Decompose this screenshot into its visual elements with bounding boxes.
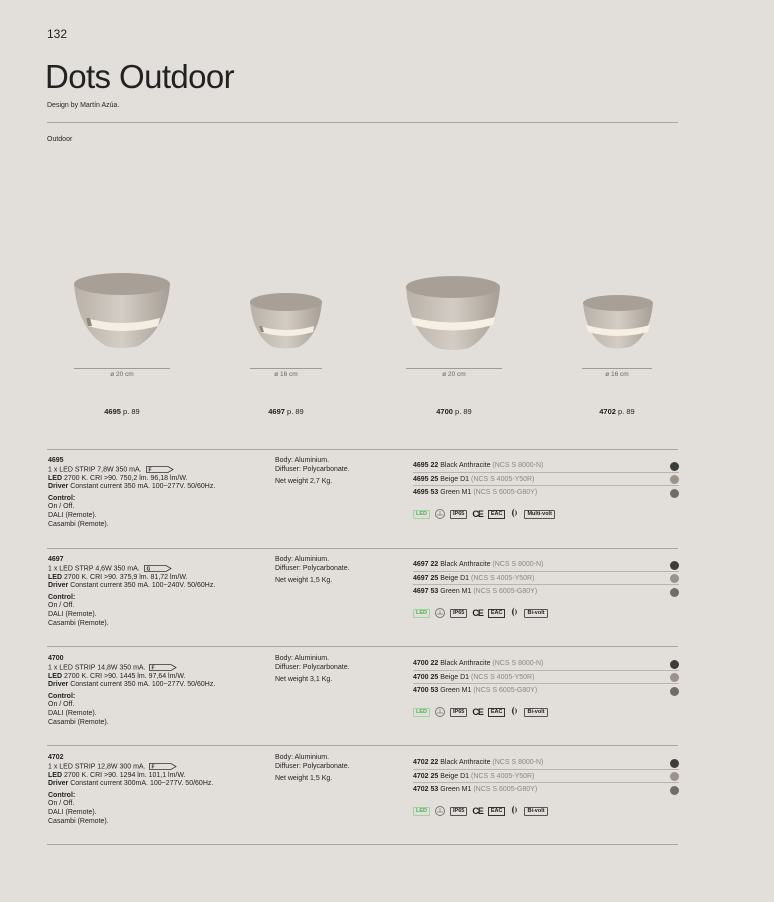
variants-list	[413, 756, 679, 797]
control-label: Control:	[48, 692, 76, 700]
materials-block	[275, 556, 395, 586]
designer-credit: Design by Martín Azúa.	[47, 102, 120, 109]
energy-class: F	[148, 467, 152, 473]
materials-block	[275, 655, 395, 685]
variant-name: Black Anthracite	[440, 561, 491, 568]
voltage-badge: Bi-volt	[524, 609, 547, 618]
variant-ncs: (NCS S 8000-N)	[492, 462, 544, 469]
driver-spec: Constant current 350 mA. 100~277V. 50/60Hz.	[70, 483, 216, 491]
variant-ncs: (NCS S 6005-G80Y)	[473, 489, 538, 496]
ce-mark-icon: CE	[472, 608, 483, 618]
casambi-icon	[510, 508, 519, 520]
lamp-4695-image	[70, 268, 174, 352]
lamp-4697-image	[247, 290, 325, 352]
product-code: 4697	[268, 407, 285, 416]
variant-code: 4700 22	[413, 660, 439, 667]
page-ref: p. 89	[123, 407, 140, 416]
spec-code: 4697	[48, 556, 64, 563]
lamp-4702-image	[580, 292, 656, 352]
category-label: Outdoor	[47, 136, 73, 143]
led-strip-line: 1 x LED STRIP 7,8W 350 mA. F	[48, 466, 268, 475]
spec-block	[48, 457, 268, 529]
driver-spec: Constant current 300mA. 100~277V. 50/60Hz.	[70, 780, 214, 788]
variant-name: Beige D1	[440, 574, 470, 582]
dimension-line	[582, 368, 652, 369]
divider	[47, 449, 678, 450]
casambi-icon	[510, 607, 519, 619]
product-ref[interactable]	[226, 407, 346, 416]
voltage-badge: Bi-volt	[524, 807, 547, 816]
variant-code: 4695 22	[413, 462, 439, 469]
variant-row[interactable]	[413, 684, 679, 698]
variant-code: 4697 25	[413, 574, 439, 582]
variant-name: Green M1	[440, 687, 472, 694]
led-cert-icon: LED	[413, 510, 430, 519]
driver-label: Driver	[48, 582, 69, 590]
variants-list	[413, 558, 679, 599]
spec-code: 4695	[48, 457, 64, 464]
variant-row[interactable]	[413, 671, 679, 685]
variant-row[interactable]	[413, 770, 679, 784]
variant-ncs: (NCS S 6005-G80Y)	[473, 687, 538, 694]
control-item: DALI (Remote).	[48, 808, 97, 816]
led-strip-line: 1 x LED STRP 4,6W 350 mA. G	[48, 565, 268, 574]
variant-code: 4700 25	[413, 673, 439, 681]
control-item: On / Off.	[48, 602, 75, 610]
variant-code: 4702 53	[413, 786, 439, 793]
variant-ncs: (NCS S 8000-N)	[492, 561, 544, 568]
net-weight: Net weight 1,5 Kg.	[275, 577, 333, 585]
certifications	[413, 805, 548, 817]
net-weight: Net weight 1,5 Kg.	[275, 775, 333, 783]
color-swatch	[670, 588, 679, 597]
variants-list	[413, 459, 679, 500]
eac-mark-icon: EAC	[488, 807, 506, 816]
body-material: Body: Aluminium.	[275, 556, 330, 563]
energy-label-icon	[149, 664, 177, 671]
materials-block	[275, 457, 395, 487]
variant-name: Black Anthracite	[440, 759, 491, 766]
dimension-label: ø 20 cm	[110, 371, 134, 378]
spec-code: 4700	[48, 655, 64, 662]
dimension-line	[406, 368, 502, 369]
net-weight: Net weight 3,1 Kg.	[275, 676, 333, 684]
color-swatch	[670, 786, 679, 795]
control-item: Casambi (Remote).	[48, 718, 109, 726]
casambi-icon	[510, 706, 519, 718]
diffuser-material: Diffuser: Polycarbonate.	[275, 762, 350, 770]
variant-row[interactable]	[413, 459, 679, 473]
led-label: LED	[48, 672, 62, 680]
dimension-label: ø 20 cm	[442, 371, 466, 378]
spec-block	[48, 754, 268, 826]
variant-name: Beige D1	[440, 673, 470, 681]
variant-code: 4700 53	[413, 687, 439, 694]
color-swatch	[670, 462, 679, 471]
led-strip-line: 1 x LED STRIP 14,8W 350 mA. F	[48, 664, 268, 673]
page-title: Dots Outdoor	[45, 58, 235, 95]
variant-code: 4697 53	[413, 588, 439, 595]
variant-ncs: (NCS S 6005-G80Y)	[473, 786, 538, 793]
eac-mark-icon: EAC	[488, 609, 506, 618]
variant-code: 4695 25	[413, 475, 439, 483]
materials-block	[275, 754, 395, 784]
ip-rating-icon: IP65	[450, 708, 467, 717]
page-ref: p. 89	[287, 407, 304, 416]
variant-row[interactable]	[413, 558, 679, 572]
product-ref[interactable]	[394, 407, 514, 416]
variant-row[interactable]	[413, 783, 679, 797]
control-item: Casambi (Remote).	[48, 520, 109, 528]
color-swatch	[670, 673, 679, 682]
lamp-4700-image	[403, 272, 503, 354]
control-item: Casambi (Remote).	[48, 817, 109, 825]
page-number: 132	[47, 27, 68, 41]
led-strip-line: 1 x LED STRIP 12,8W 300 mA. F	[48, 763, 268, 772]
energy-class: G	[146, 566, 151, 572]
color-swatch	[670, 475, 679, 484]
divider	[47, 844, 678, 845]
ip-rating-icon: IP65	[450, 807, 467, 816]
variant-name: Beige D1	[440, 475, 470, 483]
certifications	[413, 706, 548, 718]
control-label: Control:	[48, 494, 76, 502]
color-swatch	[670, 489, 679, 498]
led-spec: 2700 K. CRI >90. 750,2 lm. 96,18 lm/W.	[63, 474, 188, 482]
net-weight: Net weight 2,7 Kg.	[275, 478, 333, 486]
variant-name: Black Anthracite	[440, 462, 491, 469]
variant-row[interactable]	[413, 473, 679, 487]
color-swatch	[670, 687, 679, 696]
variant-ncs: (NCS S 4005-Y50R)	[471, 772, 535, 780]
dimension-line	[74, 368, 170, 369]
eac-mark-icon: EAC	[488, 510, 506, 519]
dimension-line	[250, 368, 322, 369]
eac-mark-icon: EAC	[488, 708, 506, 717]
control-item: Casambi (Remote).	[48, 619, 109, 627]
body-material: Body: Aluminium.	[275, 754, 330, 761]
led-label: LED	[48, 474, 62, 482]
product-code: 4695	[104, 407, 121, 416]
spec-block	[48, 655, 268, 727]
driver-label: Driver	[48, 681, 69, 689]
variant-ncs: (NCS S 4005-Y50R)	[471, 475, 535, 483]
variant-name: Green M1	[440, 786, 472, 793]
product-code: 4702	[599, 407, 616, 416]
ce-mark-icon: CE	[472, 707, 483, 717]
variant-code: 4697 22	[413, 561, 439, 568]
diffuser-material: Diffuser: Polycarbonate.	[275, 564, 350, 572]
ground-install-icon	[435, 509, 445, 519]
variant-ncs: (NCS S 4005-Y50R)	[471, 574, 535, 582]
variant-name: Beige D1	[440, 772, 470, 780]
driver-label: Driver	[48, 780, 69, 788]
led-label: LED	[48, 771, 62, 779]
divider	[47, 745, 678, 746]
body-material: Body: Aluminium.	[275, 457, 330, 464]
variant-code: 4702 25	[413, 772, 439, 780]
ground-install-icon	[435, 707, 445, 717]
variant-ncs: (NCS S 6005-G80Y)	[473, 588, 538, 595]
voltage-badge: Multi-volt	[524, 510, 554, 519]
energy-label-icon	[149, 763, 177, 770]
ground-install-icon	[435, 608, 445, 618]
casambi-icon	[510, 805, 519, 817]
color-swatch	[670, 574, 679, 583]
ip-rating-icon: IP65	[450, 609, 467, 618]
ce-mark-icon: CE	[472, 509, 483, 519]
certifications	[413, 607, 548, 619]
control-item: DALI (Remote).	[48, 610, 97, 618]
diffuser-material: Diffuser: Polycarbonate.	[275, 465, 350, 473]
ip-rating-icon: IP65	[450, 510, 467, 519]
driver-label: Driver	[48, 483, 69, 491]
variant-row[interactable]	[413, 657, 679, 671]
driver-spec: Constant current 350 mA. 100~240V. 50/60Hz.	[70, 582, 216, 590]
product-ref[interactable]	[557, 407, 677, 416]
variant-code: 4695 53	[413, 489, 439, 496]
variant-row[interactable]	[413, 756, 679, 770]
control-label: Control:	[48, 791, 76, 799]
variant-row[interactable]	[413, 572, 679, 586]
page-ref: p. 89	[455, 407, 472, 416]
energy-class: F	[151, 665, 156, 671]
led-spec: 2700 K. CRI >90. 375,9 lm. 81,72 lm/W.	[63, 573, 188, 581]
variant-name: Black Anthracite	[440, 660, 491, 667]
led-cert-icon: LED	[413, 708, 430, 717]
dimension-label: ø 16 cm	[605, 371, 629, 378]
variant-ncs: (NCS S 4005-Y50R)	[471, 673, 535, 681]
energy-class: F	[151, 764, 156, 770]
spec-block	[48, 556, 268, 628]
certifications	[413, 508, 555, 520]
variant-name: Green M1	[440, 489, 472, 496]
control-label: Control:	[48, 593, 76, 601]
ce-mark-icon: CE	[472, 806, 483, 816]
voltage-badge: Bi-volt	[524, 708, 547, 717]
variant-row[interactable]	[413, 585, 679, 599]
dimension-label: ø 16 cm	[274, 371, 298, 378]
control-item: DALI (Remote).	[48, 709, 97, 717]
energy-label-icon	[146, 466, 174, 473]
divider	[47, 122, 678, 123]
led-spec: 2700 K. CRI >90. 1445 lm. 97,64 lm/W.	[63, 672, 186, 680]
ground-install-icon	[435, 806, 445, 816]
led-cert-icon: LED	[413, 807, 430, 816]
diffuser-material: Diffuser: Polycarbonate.	[275, 663, 350, 671]
variant-ncs: (NCS S 8000-N)	[492, 759, 544, 766]
control-item: DALI (Remote).	[48, 511, 97, 519]
led-label: LED	[48, 573, 62, 581]
variants-list	[413, 657, 679, 698]
driver-spec: Constant current 350 mA. 100~277V. 50/60Hz.	[70, 681, 216, 689]
led-spec: 2700 K. CRI >90. 1294 lm. 101,1 lm/W.	[63, 771, 186, 779]
page-ref: p. 89	[618, 407, 635, 416]
control-item: On / Off.	[48, 503, 75, 511]
divider	[47, 646, 678, 647]
body-material: Body: Aluminium.	[275, 655, 330, 662]
variant-row[interactable]	[413, 486, 679, 500]
product-code: 4700	[436, 407, 453, 416]
divider	[47, 548, 678, 549]
control-item: On / Off.	[48, 800, 75, 808]
variant-code: 4702 22	[413, 759, 439, 766]
color-swatch	[670, 660, 679, 669]
spec-code: 4702	[48, 754, 64, 761]
variant-name: Green M1	[440, 588, 472, 595]
variant-ncs: (NCS S 8000-N)	[492, 660, 544, 667]
led-cert-icon: LED	[413, 609, 430, 618]
product-ref[interactable]	[62, 407, 182, 416]
color-swatch	[670, 772, 679, 781]
color-swatch	[670, 759, 679, 768]
color-swatch	[670, 561, 679, 570]
energy-label-icon	[144, 565, 172, 572]
control-item: On / Off.	[48, 701, 75, 709]
